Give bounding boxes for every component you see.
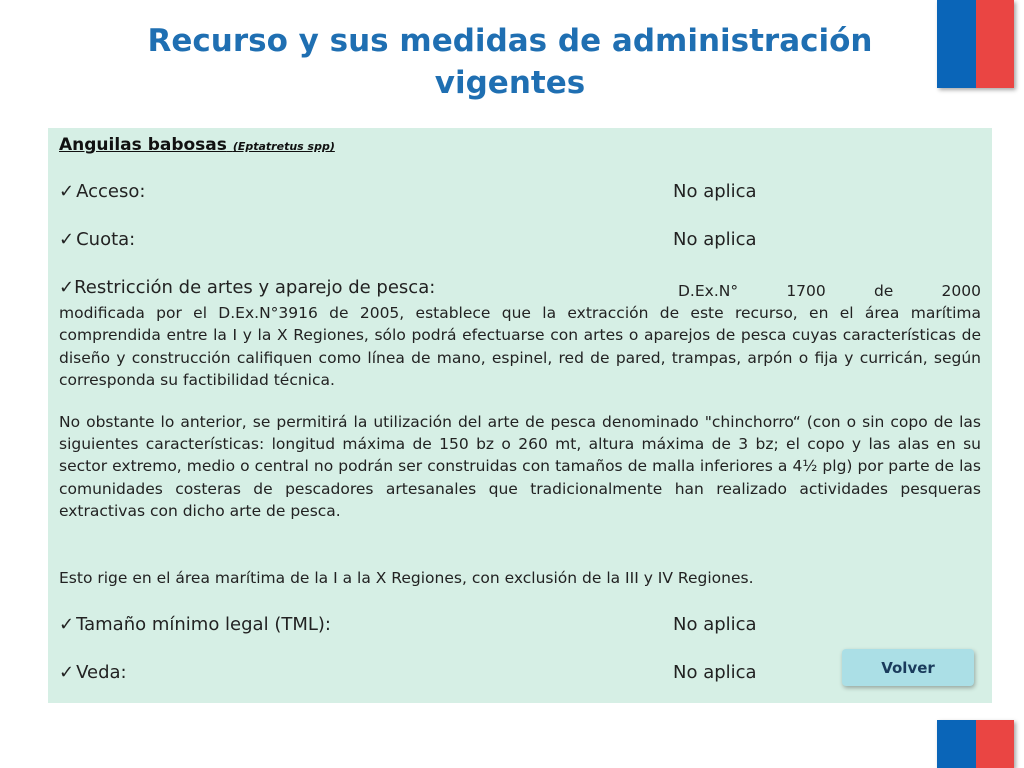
flag-red-stripe bbox=[976, 0, 1015, 88]
check-icon: ✓ bbox=[59, 277, 75, 298]
check-icon: ✓ bbox=[59, 662, 75, 683]
page-title bbox=[60, 20, 960, 104]
measure-label: Cuota: bbox=[76, 229, 136, 250]
restriccion-text: modificada por el D.Ex.N°3916 de 2005, establece que la extracción de este recurso, en el área marítima comprendida entre la I y la X Regiones, sólo podrá efectuarse con artes o aparejos de pesca cuyas características de diseño y construcción califiquen como línea de mano, espinel, red de pared, trampas, arpón o fija y curricán, según corresponda su factibilidad técnica. bbox=[59, 304, 981, 389]
decree-ref-part: 2000 bbox=[941, 282, 981, 300]
check-icon: ✓ bbox=[59, 614, 75, 635]
page-title-line2: vigentes bbox=[434, 65, 586, 101]
check-icon: ✓ bbox=[59, 229, 75, 250]
flag-blue-stripe bbox=[937, 720, 976, 768]
restriccion-header bbox=[59, 277, 981, 302]
measure-cuota-value: No aplica bbox=[673, 229, 757, 250]
decree-ref-part: D.Ex.N° bbox=[678, 282, 739, 300]
restriccion-decree-ref bbox=[678, 277, 981, 302]
measure-tml-label bbox=[59, 614, 331, 635]
measure-restriccion-label bbox=[59, 277, 435, 302]
measure-tml-value: No aplica bbox=[673, 614, 757, 635]
measure-veda-label bbox=[59, 662, 127, 683]
decree-ref-part: 1700 bbox=[786, 282, 826, 300]
measure-cuota-label bbox=[59, 229, 135, 250]
species-scientific-name: (Eptatretus spp) bbox=[232, 140, 335, 153]
measure-label: Acceso: bbox=[76, 181, 146, 202]
species-heading bbox=[59, 135, 335, 155]
volver-button[interactable]: Volver bbox=[842, 649, 974, 686]
check-icon: ✓ bbox=[59, 181, 75, 202]
resource-panel bbox=[48, 128, 992, 703]
measure-acceso-value: No aplica bbox=[673, 181, 757, 202]
flag-blue-stripe bbox=[937, 0, 976, 88]
chile-flag-logo-top bbox=[937, 0, 1014, 88]
measure-acceso-label bbox=[59, 181, 145, 202]
flag-red-stripe bbox=[976, 720, 1015, 768]
measure-veda-value: No aplica bbox=[673, 662, 757, 683]
measure-label: Veda: bbox=[76, 662, 127, 683]
species-common-name: Anguilas babosas bbox=[59, 135, 227, 155]
page-title-line1: Recurso y sus medidas de administración bbox=[147, 23, 873, 59]
measure-restriccion bbox=[59, 277, 981, 391]
measure-label: Restricción de artes y aparejo de pesca: bbox=[74, 277, 436, 298]
chile-flag-logo-bottom bbox=[937, 720, 1014, 768]
decree-ref-part: de bbox=[873, 282, 894, 300]
measure-label: Tamaño mínimo legal (TML): bbox=[76, 614, 331, 635]
restriccion-paragraph-2: No obstante lo anterior, se permitirá la utilización del arte de pesca denominado "chinchorro“ (con o sin copo de las siguientes características: longitud máxima de 150 bz o 260 mt, altura máxima de 3 bz; el copo y las alas en su sector extremo, medio o central no podrán ser construidas con tamaños de malla inferiores a 4½ plg) por parte de las comunidades costeras de pescadores artesanales que tradicionalmente han realizado actividades pesqueras extractivas con dicho arte de pesca. bbox=[59, 413, 981, 520]
restriccion-paragraph-3: Esto rige en el área marítima de la I a la X Regiones, con exclusión de la III y IV Regiones. bbox=[59, 569, 754, 587]
